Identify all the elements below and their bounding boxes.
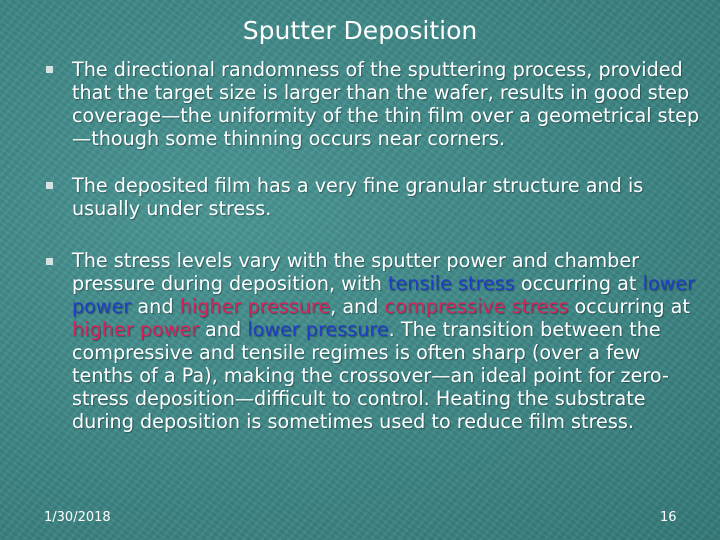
- square-bullet-icon: [46, 182, 53, 189]
- highlight-compressive-stress: compressive stress: [384, 295, 569, 318]
- bullet-text-2: The deposited film has a very fine granular structure and is usually under stress.: [72, 174, 644, 220]
- text-segment: occurring at: [514, 272, 643, 295]
- text-segment: and: [131, 295, 180, 318]
- slide-title: Sputter Deposition: [242, 16, 478, 45]
- highlight-higher-pressure: higher pressure: [179, 295, 331, 318]
- highlight-lower-pressure: lower pressure: [247, 318, 389, 341]
- highlight-lower-power: lower power: [72, 272, 695, 318]
- bullet-text-1: The directional randomness of the sputtering process, provided that the target size is larger than the wafer, results in good step coverage—the uniformity of the thin film over a geometrical step—though some thinning occurs near corners.: [72, 58, 700, 150]
- square-bullet-icon: [46, 258, 53, 265]
- page-number: 16: [660, 510, 677, 525]
- highlight-higher-power: higher power: [72, 318, 199, 341]
- square-bullet-icon: [46, 66, 53, 73]
- footer-date: 1/30/2018: [44, 510, 111, 525]
- text-segment: The stress levels vary with the sputter power and chamber pressure during deposition, with: [72, 249, 640, 295]
- text-segment: . The transition between the compressive and tensile regimes is often sharp (over a few tenths of a Pa), making the crossover—an ideal point for zero-stress deposition—difficult to control. Heating the substrate during deposition is sometimes used to reduce film stress.: [72, 318, 669, 433]
- text-segment: and: [198, 318, 248, 341]
- highlight-tensile-stress: tensile stress: [387, 272, 515, 295]
- bullet-text-3: [72, 249, 704, 433]
- text-segment: occurring at: [568, 295, 690, 318]
- text-segment: , and: [330, 295, 385, 318]
